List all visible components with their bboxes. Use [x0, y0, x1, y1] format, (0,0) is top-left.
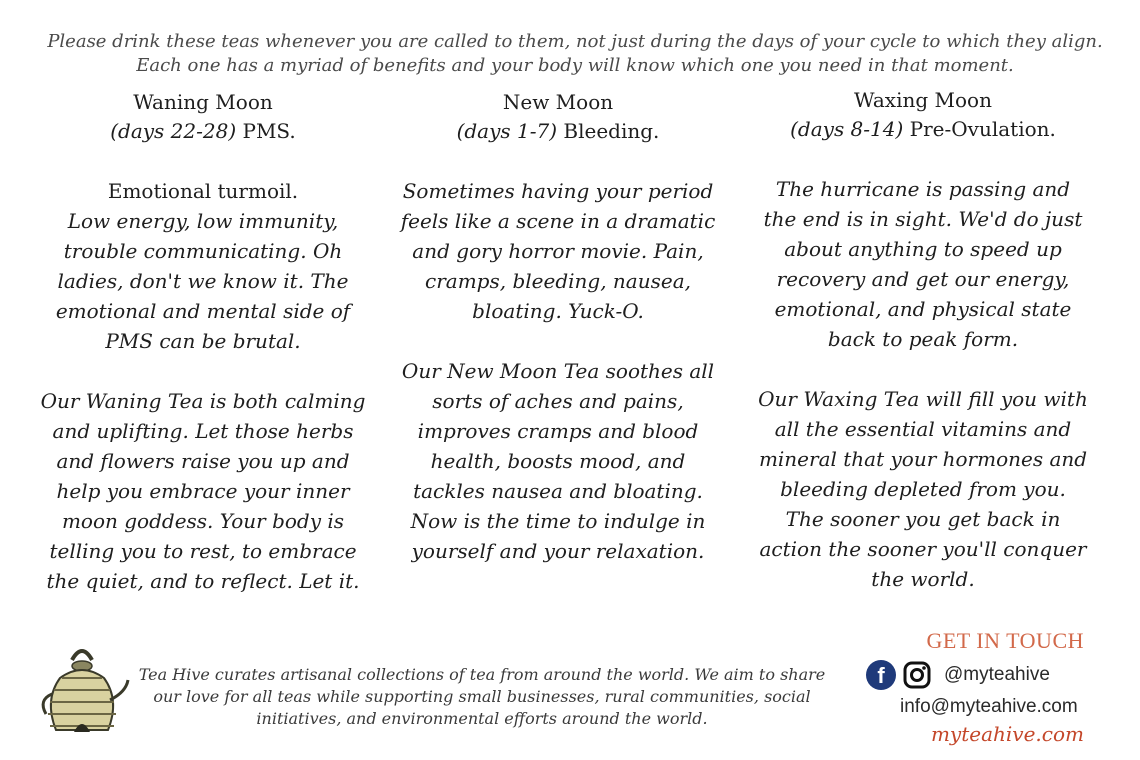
phase-label: Pre-Ovulation.	[909, 117, 1056, 141]
social-handle[interactable]: @myteahive	[944, 664, 1050, 685]
phase-days	[393, 116, 723, 146]
column-waning-moon	[38, 88, 368, 596]
tea-description: Our Waning Tea is both calming and uplifting. Let those herbs and flowers raise you up and help you embrace your inner moon goddess. Your body is telling you to rest, to embrace the quiet, and to reflect. Let it.	[40, 389, 366, 593]
phase-days	[758, 114, 1088, 144]
facebook-icon[interactable]: f	[866, 660, 896, 690]
symptoms-body: Low energy, low immunity, trouble communicating. Oh ladies, don't we know it. The emotional and mental side of PMS can be brutal.	[55, 209, 351, 353]
phase-title: New Moon	[502, 90, 614, 114]
symptoms-text	[758, 174, 1088, 354]
symptoms-body: The hurricane is passing and the end is in sight. We'd do just about anything to speed up recovery and get our energy, emotional, and physical state back to peak form.	[763, 177, 1083, 351]
tea-description: Our New Moon Tea soothes all sorts of aches and pains, improves cramps and blood health, boosts mood, and tackles nausea and bloating. Now is the time to indulge in yourself and your relaxation.	[401, 359, 715, 563]
tea-description: Our Waxing Tea will fill you with all the essential vitamins and mineral that your hormones and bleeding depleted from you. The sooner you get back in action the sooner you'll conquer the world.	[758, 387, 1088, 591]
teapot-beehive-icon	[34, 640, 130, 738]
about-text: Tea Hive curates artisanal collections of tea from around the world. We aim to share our love for all teas while supporting small businesses, rural communities, social initiatives, and environmental efforts around the world.	[138, 665, 826, 728]
phase-title: Waxing Moon	[854, 88, 992, 112]
symptoms-text	[393, 176, 723, 326]
column-waxing-moon	[758, 86, 1088, 594]
email-link[interactable]: info@myteahive.com	[900, 696, 1078, 717]
phase-days	[38, 116, 368, 146]
get-in-touch-heading: GET IN TOUCH	[926, 628, 1084, 653]
symptoms-text	[38, 176, 368, 356]
intro-text: Please drink these teas whenever you are called to them, not just during the days of your cycle to which they align. Each one has a myriad of benefits and your body will know which one you need in that moment.	[47, 31, 1103, 76]
phase-label: Bleeding.	[563, 119, 660, 143]
social-row	[866, 660, 1110, 690]
phase-day-range: (days 22-28)	[110, 119, 237, 143]
phase-title: Waning Moon	[133, 90, 273, 114]
contact-block	[860, 628, 1110, 746]
website-link[interactable]: myteahive.com	[930, 722, 1084, 746]
symptoms-lead: Emotional turmoil.	[107, 179, 299, 203]
instagram-icon[interactable]	[902, 660, 932, 690]
symptoms-body: Sometimes having your period feels like a scene in a dramatic and gory horror movie. Pain, cramps, bleeding, nausea, bloating. Yuck-O.	[400, 179, 716, 323]
phase-day-range: (days 8-14)	[790, 117, 904, 141]
phase-day-range: (days 1-7)	[456, 119, 558, 143]
column-new-moon	[393, 88, 723, 566]
phase-label: PMS.	[242, 119, 296, 143]
